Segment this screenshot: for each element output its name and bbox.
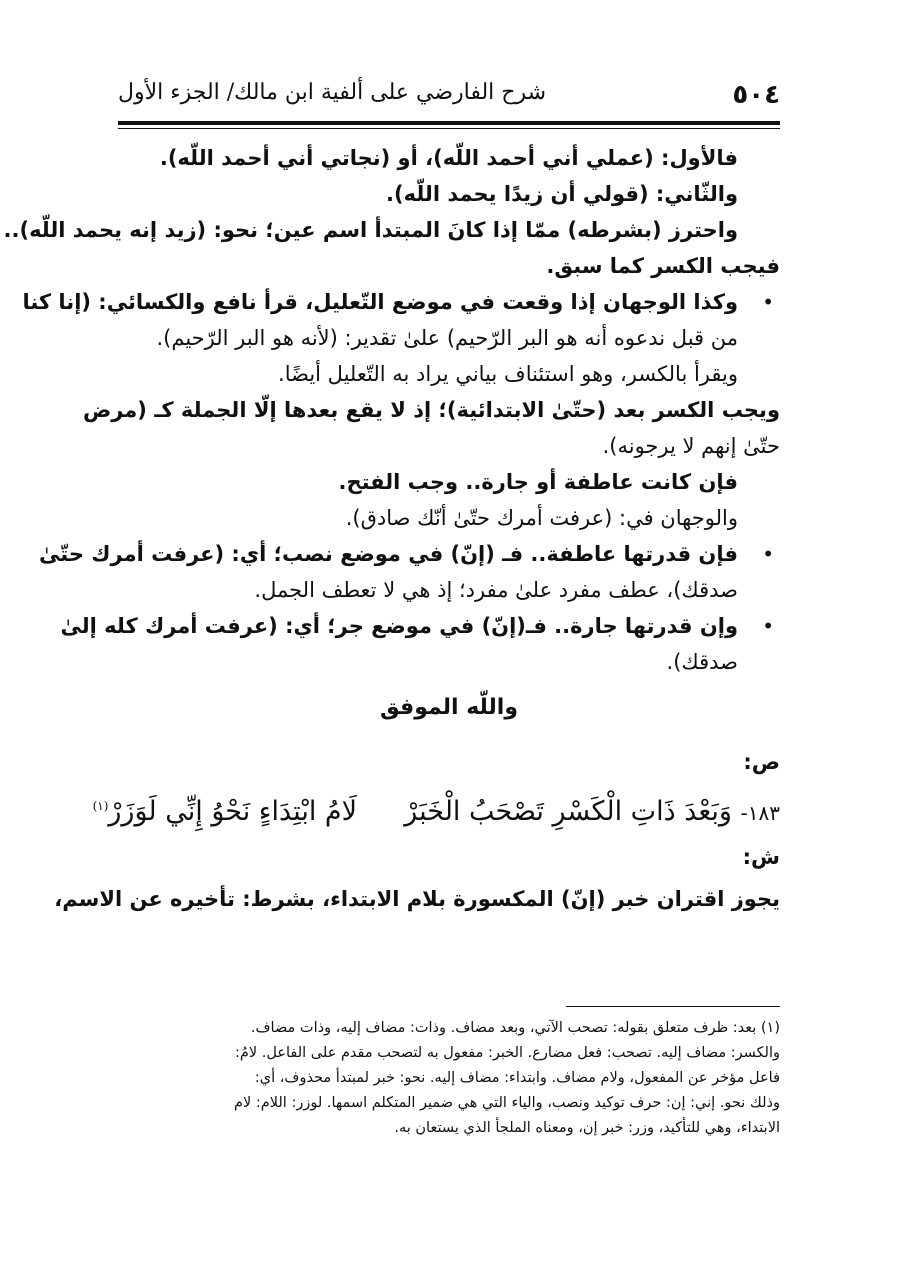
paragraph-first-case: فالأول: (عملي أني أحمد اللّه)، أو (نجاتي أني أحمد اللّه). — [159, 146, 738, 170]
footnotes — [118, 1016, 780, 1141]
footnote-line-2: والكسر: مضاف إليه. تصحب: فعل مضارع. الخبر: مفعول به لتصحب مقدم على الفاعل. لامُ: — [235, 1045, 780, 1061]
paragraph-wajhan: والوجهان في: (عرفت أمرك حتّىٰ أنّك صادق). — [345, 506, 738, 530]
paragraph-exclusion-line1: واحترز (بشرطه) ممّا إذا كانَ المبتدأ اسم عين؛ نحو: (زيد إنه يحمد اللّه).. — [3, 218, 738, 242]
footnote-line-5: الابتداء، وهي للتأكيد، وزر: خبر إن، ومعناه الملجأ الذي يستعان به. — [394, 1120, 780, 1136]
bullet-taalil-line3: ويقرأ بالكسر، وهو استئناف بياني يراد به التّعليل أيضًا. — [278, 362, 738, 386]
paragraph-lam-ibtida: يجوز اقتران خبر (إنّ) المكسورة بلام الابتداء، بشرط: تأخيره عن الاسم، — [54, 887, 780, 911]
footnote-separator — [566, 1006, 780, 1007]
bullet-jarra-line1: • وإن قدرتها جارة.. فـ(إنّ) في موضع جر؛ أي: (عرفت أمرك كله إلىٰ — [60, 614, 738, 638]
footnote-marker: (١) — [92, 799, 109, 813]
verse-number: ١٨٣- — [740, 801, 780, 825]
paragraph-second-case: والثّاني: (قولي أن زيدًا يحمد اللّه). — [386, 182, 738, 206]
footnote-line-1: (١) بعد: ظرف متعلق بقوله: تصحب الآتي، وبعد مضاف. وذات: مضاف إليه، وذات مضاف. — [250, 1020, 780, 1036]
verse-line — [92, 780, 780, 839]
paragraph-fath: فإن كانت عاطفة أو جارة.. وجب الفتح. — [338, 470, 738, 494]
sad-label: ص: — [743, 750, 780, 774]
header-rule-thin — [118, 128, 780, 129]
bullet-item-jarra — [60, 608, 780, 644]
running-title: شرح الفارضي على ألفية ابن مالك/ الجزء الأول — [118, 80, 547, 105]
closing-phrase: واللّه الموفق — [379, 695, 519, 720]
main-text — [3, 140, 780, 917]
paragraph-exclusion-line2: فيجب الكسر كما سبق. — [546, 254, 780, 278]
bullet-item-atifa — [39, 536, 780, 572]
paragraph-hatta-line2: حتّىٰ إنهم لا يرجونه). — [602, 434, 780, 458]
page-header — [118, 80, 780, 112]
shin-label: ش: — [742, 845, 780, 869]
page-number: ٥٠٤ — [732, 80, 780, 110]
bullet-atifa-line2: صدقك)، عطف مفرد علىٰ مفرد؛ إذ هي لا تعطف الجمل. — [254, 578, 738, 602]
bullet-jarra-line2: صدقك). — [666, 650, 738, 674]
bullet-item-taalil — [22, 284, 780, 320]
paragraph-hatta-line1: ويجب الكسر بعد (حتّىٰ الابتدائية)؛ إذ لا يقع بعدها إلّا الجملة كـ (مرض — [82, 398, 780, 422]
header-rule-thick — [118, 121, 780, 125]
footnote-line-3: فاعل مؤخر عن المفعول، ولام مضاف. وابتداء: مضاف إليه. نحو: خبر لمبتدأ محذوف، أي: — [254, 1070, 780, 1086]
footnote-line-4: وذلك نحو. إني: إن: حرف توكيد ونصب، والياء التي هي ضمير المتكلم اسمها. لوزر: اللام: لام — [234, 1095, 780, 1111]
verse-hemistich-2: لَامُ ابْتِدَاءٍ نَحْوُ إِنِّي لَوَزَرْ — [108, 796, 358, 827]
bullet-taalil-line2: من قبل ندعوه أنه هو البر الرّحيم) علىٰ تقدير: (لأنه هو البر الرّحيم). — [156, 326, 738, 350]
bullet-atifa-line1: • فإن قدرتها عاطفة.. فـ (إنّ) في موضع نصب؛ أي: (عرفت أمرك حتّىٰ — [39, 542, 738, 566]
bullet-taalil-line1: • وكذا الوجهان إذا وقعت في موضع التّعليل، قرأ نافع والكسائي: (إنا كنا — [22, 290, 738, 314]
verse-hemistich-1: وَبَعْدَ ذَاتِ الْكَسْرِ تَصْحَبُ الْخَبَرْ — [404, 796, 732, 827]
